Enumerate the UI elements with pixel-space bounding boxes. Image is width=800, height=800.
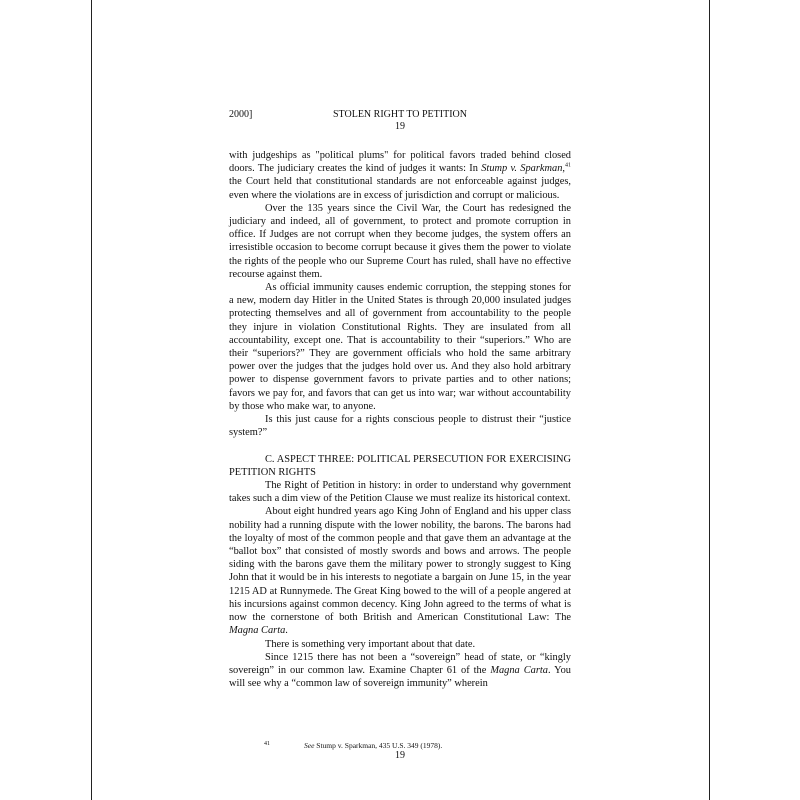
header-year: 2000]	[229, 109, 253, 120]
paragraph: Over the 135 years since the Civil War, the Court has redesigned the judiciary and indeed, all of government, to protect and promote corruption in office. If Judges are not corrupt when they become judges, the system offers an irresistible occasion to become corrupt because it gives them the power to violate the rights of the people who our Supreme Court has ruled, shall have no effective recourse against them.	[229, 202, 571, 280]
footnote-text: See Stump v. Sparkman, 435 U.S. 349 (1978).	[304, 741, 443, 750]
paragraph: The Right of Petition in history: in order to understand why government takes such a dim view of the Petition Clause we must realize its historical context.	[229, 480, 571, 505]
paragraph: with judgeships as "political plums" for political favors traded behind closed doors. The judiciary creates the kind of judges it wants: In Stump v. Sparkman,$^{41}$ the Court held that constitutional standards are not enforceable against judges, even where the violations are in excess of jurisdiction and corrupt or malicious.	[229, 150, 571, 201]
footer-page-number: 19	[395, 750, 405, 761]
paragraph: As official immunity causes endemic corruption, the stepping stones for a new, modern day Hitler in the United States is through 20,000 insulated judges protecting themselves and all of government from accountability to the people they injure in violation Constitutional Rights. They are insulated from all accountability, except one. That is accountability to their “superiors.” Who are their “superiors?” They are government officials who hold the same arbitrary power over the judges that the judges hold over us. And they also hold arbitrary power to dispense government favors to private parties and to other nations; favors we pay for, and favors that can get us into war; war without accountability by those who make war, to anyone.	[229, 282, 571, 412]
paragraph: Since 1215 there has not been a “sovereign” head of state, or “kingly sovereign” in our common law. Examine Chapter 61 of the Magna Carta. You will see why a “common law of sovereign immunity” wherein	[229, 651, 571, 690]
section-heading: C. ASPECT THREE: POLITICAL PERSECUTION FOR EXERCISING PETITION RIGHTS	[229, 453, 571, 478]
header-title: STOLEN RIGHT TO PETITION	[333, 109, 467, 120]
paragraph: Is this just cause for a rights conscious people to distrust their “justice system?”	[229, 414, 571, 439]
header-page-number: 19	[395, 121, 405, 132]
footnote-number: 41	[264, 741, 270, 747]
footnote-ref: 41	[565, 162, 571, 169]
paragraph: There is something very important about that date.	[265, 638, 476, 650]
body-text	[229, 149, 571, 690]
paragraph: About eight hundred years ago King John of England and his upper class nobility had a running dispute with the lower nobility, the barons. The barons had the loyalty of most of the common people and that gave them an advantage at the “ballot box” that consisted of mostly swords and bows and arrows. The people siding with the barons gave them the military power to strongly suggest to King John that it would be in his interests to negotiate a bargain on June 15, in the year 1215 AD at Runnymede. The Great King bowed to the will of a people angered at his incursions against common decency. King John agreed to the terms of what is now the cornerstone of both British and American Constitutional Law: The Magna Carta.	[229, 506, 571, 637]
